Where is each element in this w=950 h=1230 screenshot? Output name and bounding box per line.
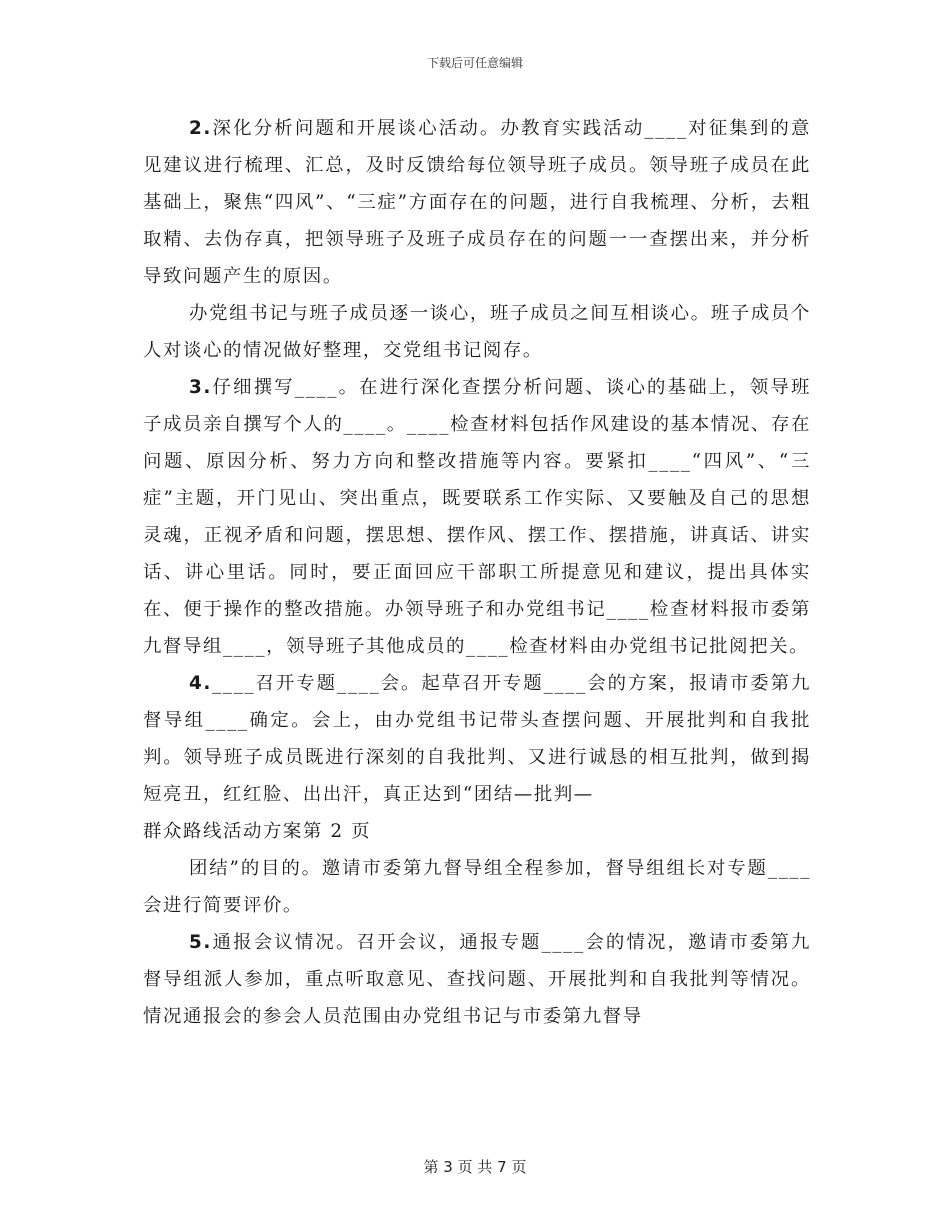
page-break-label: 群众路线活动方案第 2 页 — [143, 821, 372, 842]
paragraph-3 — [143, 369, 811, 665]
paragraph-5 — [143, 924, 811, 1035]
page-footer: 第 3 页 共 7 页 — [423, 1158, 527, 1176]
paragraph-number: 5. — [189, 932, 212, 953]
paragraph-unity — [143, 850, 811, 924]
paragraph-text: 团结”的目的。邀请市委第九督导组全程参加，督导组组长对专题____会进行简要评价。 — [143, 858, 811, 916]
paragraph-number: 2. — [189, 118, 212, 139]
paragraph-text: ____召开专题____会。起草召开专题____会的方案，报请市委第九督导组____确定。会上，由办党组书记带头查摆问题、开展批判和自我批判。领导班子成员既进行深刻的自我批判、又进行诚恳的相互批判，做到揭短亮丑，红红脸、出出汗，真正达到“团结—批判— — [143, 673, 811, 805]
page-header: 下载后可任意编辑 — [426, 56, 523, 70]
paragraph-text: 办党组书记与班子成员逐一谈心，班子成员之间互相谈心。班子成员个人对谈心的情况做好整理，交党组书记阅存。 — [143, 303, 811, 361]
paragraph-text: 仔细撰写____。在进行深化查摆分析问题、谈心的基础上，领导班子成员亲自撰写个人的____。____检查材料包括作风建设的基本情况、存在问题、原因分析、努力方向和整改措施等内容。要紧扣____“四风”、“三症”主题，开门见山、突出重点，既要联系工作实际、又要触及自己的思想灵魂，正视矛盾和问题，摆思想、摆作风、摆工作、摆措施，讲真话、讲实话、讲心里话。同时，要正面回应干部职工所提意见和建议，提出具体实在、便于操作的整改措施。办领导班子和办党组书记____检查材料报市委第九督导组____，领导班子其他成员的____检查材料由办党组书记批阅把关。 — [143, 377, 811, 657]
paragraph-number: 3. — [189, 377, 212, 398]
paragraph-4 — [143, 665, 811, 850]
paragraph-talk — [143, 295, 811, 369]
paragraph-2 — [143, 110, 811, 295]
paragraph-text: 深化分析问题和开展谈心活动。办教育实践活动____对征集到的意见建议进行梳理、汇总，及时反馈给每位领导班子成员。领导班子成员在此基础上，聚焦“四风”、“三症”方面存在的问题，进行自我梳理、分析，去粗取精、去伪存真，把领导班子及班子成员存在的问题一一查摆出来，并分析导致问题产生的原因。 — [143, 118, 811, 287]
paragraph-text: 通报会议情况。召开会议，通报专题____会的情况，邀请市委第九督导组派人参加，重点听取意见、查找问题、开展批判和自我批判等情况。情况通报会的参会人员范围由办党组书记与市委第九督导 — [143, 932, 811, 1027]
paragraph-number: 4. — [189, 673, 212, 694]
document-body — [143, 110, 811, 1035]
